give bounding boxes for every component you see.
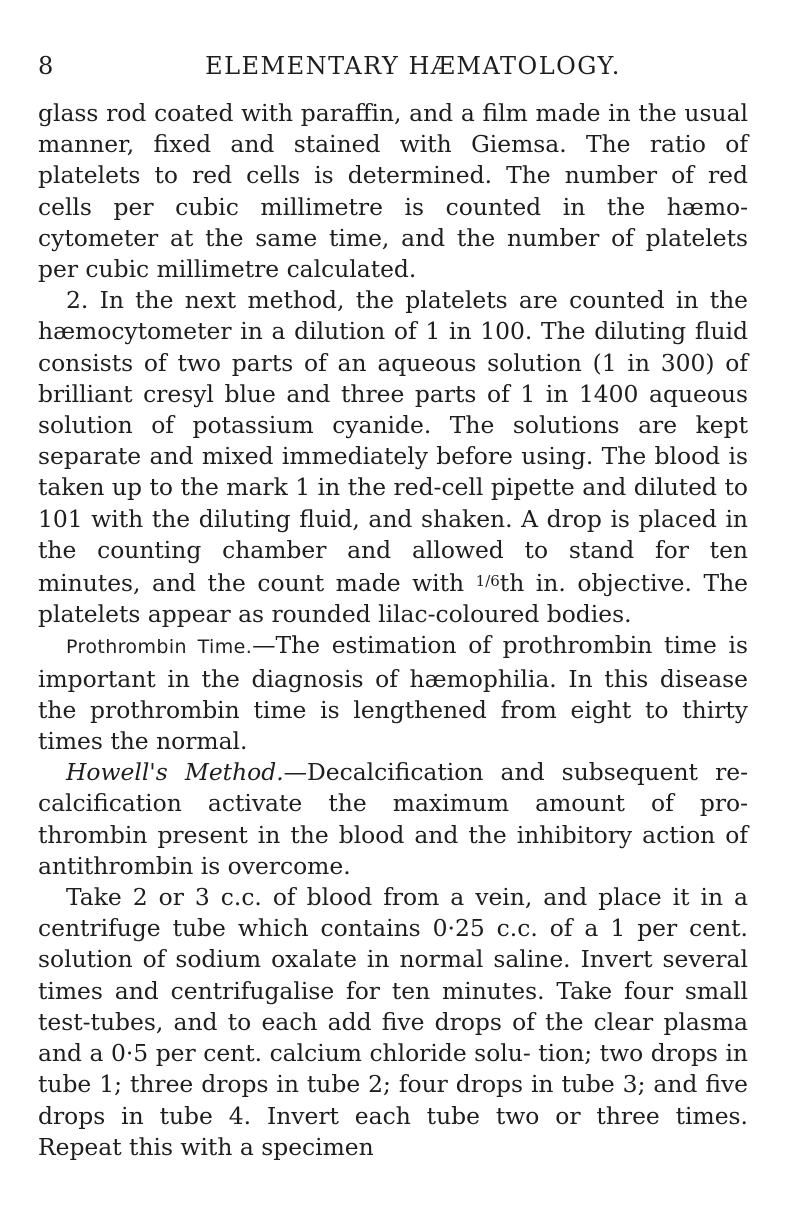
section-heading-prothrombin-time: Prothrombin Time. <box>66 636 253 659</box>
running-title: ELEMENTARY HÆMATOLOGY. <box>205 52 621 80</box>
paragraph-prothrombin-text: —The estimation of prothrombin time is important in the diagnosis of hæmophilia. In this disease the prothrombin time is lengthened from eight to thirty times the normal. <box>38 631 748 756</box>
objective-fraction: 1/6 <box>475 572 500 591</box>
paragraph-howells-text: —Decalcification and subsequent re- calcification activate the maximum amount of pro- thrombin present in the blood and the inhibitory action of antithrombin is overcome. <box>38 758 748 880</box>
book-page <box>38 52 748 1163</box>
paragraph-method-2-text: 2. In the next method, the platelets are counted in the hæmocytometer in a dilution of 1 in 100. The diluting fluid consists of two parts of an aqueous solution (1 in 300) of brilliant cresyl blue and three parts of 1 in 1400 aqueous solution of potassium cyanide. The solutions are kept separate and mixed immediately before using. The blood is taken up to the mark 1 in the red-cell pipette and diluted to 101 with the diluting fluid, and shaken. A drop is placed in the counting chamber and allowed to stand for ten minutes, and the count made with <box>38 286 748 598</box>
paragraph-howells-method <box>38 757 748 882</box>
paragraph-platelet-film: glass rod coated with paraffin, and a film made in the usual manner, fixed and stained with Giemsa. The ratio of platelets to red cells is determined. The number of red cells per cubic millimetre is counted in the hæmo- cytometer at the same time, and the number of platelets per cubic millimetre calculated. <box>38 99 748 284</box>
paragraph-method-2 <box>38 285 748 630</box>
page-header <box>38 52 748 92</box>
paragraph-prothrombin-time <box>38 630 748 757</box>
paragraph-procedure: Take 2 or 3 c.c. of blood from a vein, and place it in a centrifuge tube which contains 0·25 c.c. of a 1 per cent. solution of sodium oxalate in normal saline. Invert several times and centrifugalise for ten minutes. Take four small test-tubes, and to each add five drops of the clear plasma and a 0·5 per cent. calcium chloride solu- tion; two drops in tube 1; three drops in tube 2; four drops in tube 3; and five drops in tube 4. Invert each tube two or three times. Repeat this with a specimen <box>38 883 748 1161</box>
section-heading-howells-method: Howell's Method. <box>66 758 284 787</box>
paragraph-method-2-text-after: th in. objective. The platelets appear as rounded lilac-coloured bodies. <box>38 569 749 629</box>
page-number: 8 <box>38 52 54 80</box>
